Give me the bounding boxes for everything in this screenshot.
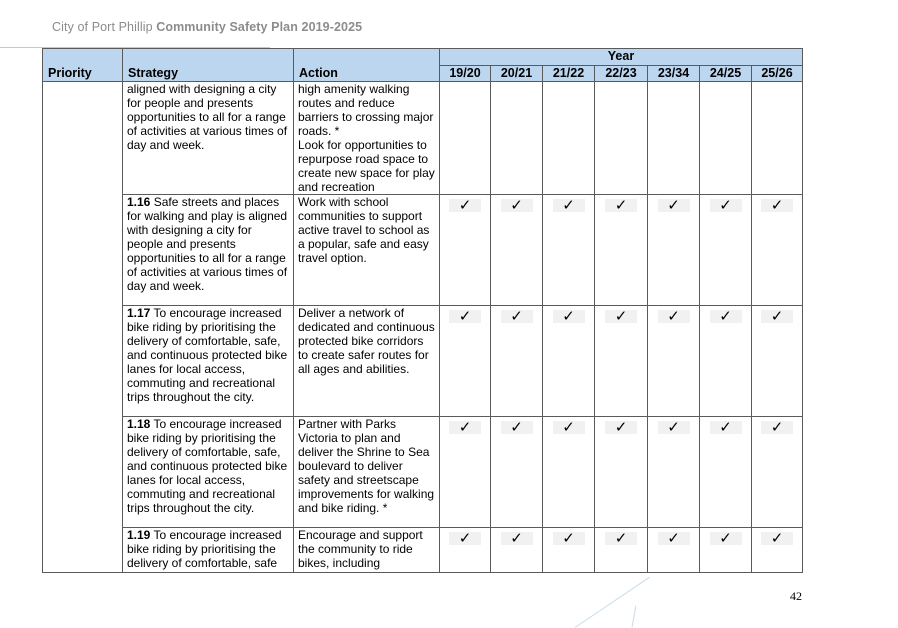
- priority-header: Priority: [43, 49, 123, 82]
- checkmark-icon: ✓: [449, 199, 481, 212]
- action-plan-table: [42, 48, 803, 573]
- strategy-number: 1.16: [127, 195, 151, 209]
- year-column-header: 23/34: [648, 66, 700, 82]
- year-cell: [700, 306, 752, 417]
- action-text: Deliver a network of dedicated and continuous protected bike corridors to create safer routes for all ages and abilities.: [298, 306, 435, 376]
- year-cell: [595, 417, 648, 528]
- strategy-text: To encourage increased bike riding by prioritising the delivery of comfortable, safe, and continuous protected bike lanes for local access, commuting and recreational trips throughout the city.: [127, 306, 288, 404]
- year-cell: [440, 528, 491, 573]
- strategy-number: 1.18: [127, 417, 151, 431]
- year-cell: [752, 306, 803, 417]
- table-row: [43, 528, 803, 573]
- year-cell: [700, 528, 752, 573]
- year-cell: [752, 417, 803, 528]
- year-cell: [543, 417, 595, 528]
- year-cell: [700, 82, 752, 195]
- year-cell: [648, 306, 700, 417]
- action-text: high amenity walking routes and reduce barriers to crossing major roads. * Look for opportunities to repurpose road space to create new space for play and recreation: [298, 82, 435, 194]
- strategy-cell: [123, 82, 294, 195]
- checkmark-icon: ✓: [605, 199, 637, 212]
- year-cell: [700, 195, 752, 306]
- year-header: Year: [440, 49, 803, 66]
- year-cell: [543, 82, 595, 195]
- year-column-header: 24/25: [700, 66, 752, 82]
- year-cell: [648, 528, 700, 573]
- page-number: 42: [790, 589, 802, 603]
- checkmark-icon: ✓: [658, 532, 690, 545]
- document-header: [52, 20, 362, 34]
- year-cell: [491, 306, 543, 417]
- checkmark-icon: ✓: [761, 421, 793, 434]
- year-cell: [595, 82, 648, 195]
- action-text: Partner with Parks Victoria to plan and deliver the Shrine to Sea boulevard to deliver safety and streetscape improvements for walking and bike riding. *: [298, 417, 435, 515]
- checkmark-icon: ✓: [553, 421, 585, 434]
- year-cell: [648, 195, 700, 306]
- table-row: [43, 306, 803, 417]
- checkmark-icon: ✓: [501, 199, 533, 212]
- action-cell: [294, 417, 440, 528]
- year-cell: [543, 195, 595, 306]
- action-text: Encourage and support the community to ride bikes, including: [298, 528, 423, 570]
- year-cell: [700, 417, 752, 528]
- strategy-text: aligned with designing a city for people and presents opportunities to all for a range of activities at various times of day and week.: [127, 82, 288, 152]
- checkmark-icon: ✓: [761, 532, 793, 545]
- checkmark-icon: ✓: [761, 199, 793, 212]
- table-row: [43, 417, 803, 528]
- strategy-cell: [123, 195, 294, 306]
- action-header: Action: [294, 49, 440, 82]
- strategy-cell: [123, 528, 294, 573]
- checkmark-icon: ✓: [658, 199, 690, 212]
- checkmark-icon: ✓: [501, 421, 533, 434]
- checkmark-icon: ✓: [605, 310, 637, 323]
- year-column-header: 19/20: [440, 66, 491, 82]
- header-prefix: City of Port Phillip: [52, 20, 153, 34]
- strategy-cell: [123, 417, 294, 528]
- decorative-line: [575, 577, 650, 628]
- checkmark-icon: ✓: [553, 310, 585, 323]
- checkmark-icon: ✓: [449, 532, 481, 545]
- year-cell: [491, 417, 543, 528]
- checkmark-icon: ✓: [553, 199, 585, 212]
- action-cell: [294, 528, 440, 573]
- checkmark-icon: ✓: [605, 421, 637, 434]
- year-cell: [595, 306, 648, 417]
- checkmark-icon: ✓: [658, 421, 690, 434]
- checkmark-icon: ✓: [710, 421, 742, 434]
- year-cell: [440, 82, 491, 195]
- table-row: [43, 82, 803, 195]
- year-cell: [491, 82, 543, 195]
- table-body: [43, 82, 803, 573]
- year-cell: [752, 82, 803, 195]
- strategy-header: Strategy: [123, 49, 294, 82]
- year-cell: [440, 195, 491, 306]
- checkmark-icon: ✓: [449, 310, 481, 323]
- checkmark-icon: ✓: [710, 199, 742, 212]
- checkmark-icon: ✓: [658, 310, 690, 323]
- year-column-header: 22/23: [595, 66, 648, 82]
- checkmark-icon: ✓: [501, 532, 533, 545]
- checkmark-icon: ✓: [553, 532, 585, 545]
- year-cell: [595, 528, 648, 573]
- action-cell: [294, 195, 440, 306]
- year-column-header: 20/21: [491, 66, 543, 82]
- checkmark-icon: ✓: [710, 532, 742, 545]
- year-cell: [491, 528, 543, 573]
- year-cell: [491, 195, 543, 306]
- strategy-text: Safe streets and places for walking and play is aligned with designing a city for people and presents opportunities to all for a range of activities at various times of day and week.: [127, 195, 288, 293]
- year-column-header: 25/26: [752, 66, 803, 82]
- checkmark-icon: ✓: [605, 532, 637, 545]
- action-text: Work with school communities to support active travel to school as a popular, safe and easy travel option.: [298, 195, 430, 265]
- year-cell: [752, 528, 803, 573]
- year-cell: [648, 82, 700, 195]
- decorative-line: [632, 606, 637, 628]
- strategy-number: 1.17: [127, 306, 151, 320]
- year-column-header: 21/22: [543, 66, 595, 82]
- action-cell: [294, 306, 440, 417]
- strategy-text: To encourage increased bike riding by prioritising the delivery of comfortable, safe, and continuous protected bike lanes for local access, commuting and recreational trips throughout the city.: [127, 417, 288, 515]
- strategy-cell: [123, 306, 294, 417]
- year-cell: [543, 528, 595, 573]
- checkmark-icon: ✓: [501, 310, 533, 323]
- checkmark-icon: ✓: [449, 421, 481, 434]
- table-row: [43, 195, 803, 306]
- year-cell: [543, 306, 595, 417]
- checkmark-icon: ✓: [710, 310, 742, 323]
- year-cell: [752, 195, 803, 306]
- year-cell: [648, 417, 700, 528]
- strategy-number: 1.19: [127, 528, 151, 542]
- header-title: Community Safety Plan 2019-2025: [156, 20, 363, 34]
- strategy-text: To encourage increased bike riding by prioritising the delivery of comfortable, safe: [127, 528, 282, 570]
- year-cell: [440, 306, 491, 417]
- priority-cell: [43, 82, 123, 573]
- year-cell: [595, 195, 648, 306]
- year-cell: [440, 417, 491, 528]
- checkmark-icon: ✓: [761, 310, 793, 323]
- action-cell: [294, 82, 440, 195]
